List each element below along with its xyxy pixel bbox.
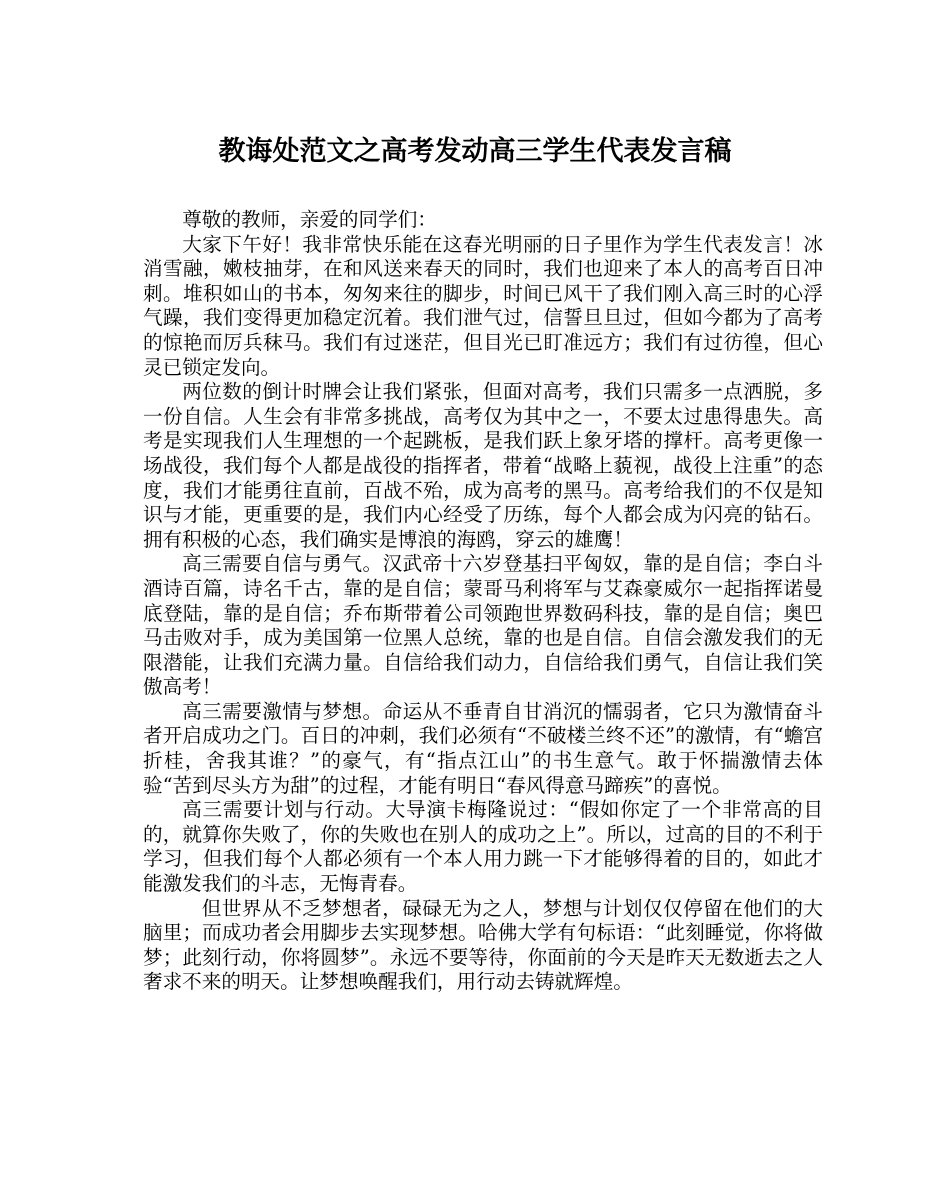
paragraph-countdown: 两位数的倒计时牌会让我们紧张，但面对高考，我们只需多一点洒脱，多一份自信。人生会有非常多挑战，高考仅为其中之一，不要太过患得患失。高考是实现我们人生理想的一个起跳板，是我们跃上象牙塔的撑杆。高考更像一场战役，我们每个人都是战役的指挥者，带着“战略上藐视，战役上注重”的态度，我们才能勇往直前，百战不殆，成为高考的黑马。高考给我们的不仅是知识与才能，更重要的是，我们内心经受了历练，每个人都会成为闪亮的钻石。拥有积极的心态，我们确实是博浪的海鸥，穿云的雄鹰！ <box>143 380 823 551</box>
paragraph-passion: 高三需要激情与梦想。命运从不垂青自甘消沉的懦弱者，它只为激情奋斗者开启成功之门。百日的冲刺，我们必须有“不破楼兰终不还”的激情，有“蟾宫折桂，舍我其谁？”的豪气，有“指点江山”的书生意气。敢于怀揣激情去体验“苦到尽头方为甜”的过程，才能有明日“春风得意马蹄疾”的喜悦。 <box>143 699 823 797</box>
paragraph-planning: 高三需要计划与行动。大导演卡梅隆说过：“假如你定了一个非常高的目的，就算你失败了，你的失败也在别人的成功之上”。所以，过高的目的不利于学习，但我们每个人都必须有一个本人用力跳一下才能够得着的目的，如此才能激发我们的斗志，无悔青春。 <box>143 798 823 896</box>
paragraph-action: 但世界从不乏梦想者，碌碌无为之人，梦想与计划仅仅停留在他们的大脑里；而成功者会用脚步去实现梦想。哈佛大学有句标语：“此刻睡觉，你将做梦；此刻行动，你将圆梦”。永远不要等待，你面前的今天是昨天无数逝去之人奢求不来的明天。让梦想唤醒我们，用行动去铸就辉煌。 <box>143 896 823 994</box>
document-body <box>143 208 823 995</box>
paragraph-confidence: 高三需要自信与勇气。汉武帝十六岁登基扫平匈奴，靠的是自信；李白斗酒诗百篇，诗名千古，靠的是自信；蒙哥马利将军与艾森豪威尔一起指挥诺曼底登陆，靠的是自信；乔布斯带着公司领跑世界数码科技，靠的是自信；奥巴马击败对手，成为美国第一位黑人总统，靠的也是自信。自信会激发我们的无限潜能，让我们充满力量。自信给我们动力，自信给我们勇气，自信让我们笑傲高考！ <box>143 552 823 699</box>
document-title: 教诲处范文之高考发动高三学生代表发言稿 <box>218 136 732 167</box>
paragraph-opening: 大家下午好！我非常快乐能在这春光明丽的日子里作为学生代表发言！冰消雪融，嫩枝抽芽，在和风送来春天的同时，我们也迎来了本人的高考百日冲刺。堆积如山的书本，匆匆来往的脚步，时间已风干了我们刚入高三时的心浮气躁，我们变得更加稳定沉着。我们泄气过，信誓旦旦过，但如今都为了高考的惊艳而厉兵秣马。我们有过迷茫，但目光已盯准远方；我们有过彷徨，但心灵已锁定发向。 <box>143 232 823 379</box>
paragraph-greeting: 尊敬的教师，亲爱的同学们： <box>182 208 437 231</box>
